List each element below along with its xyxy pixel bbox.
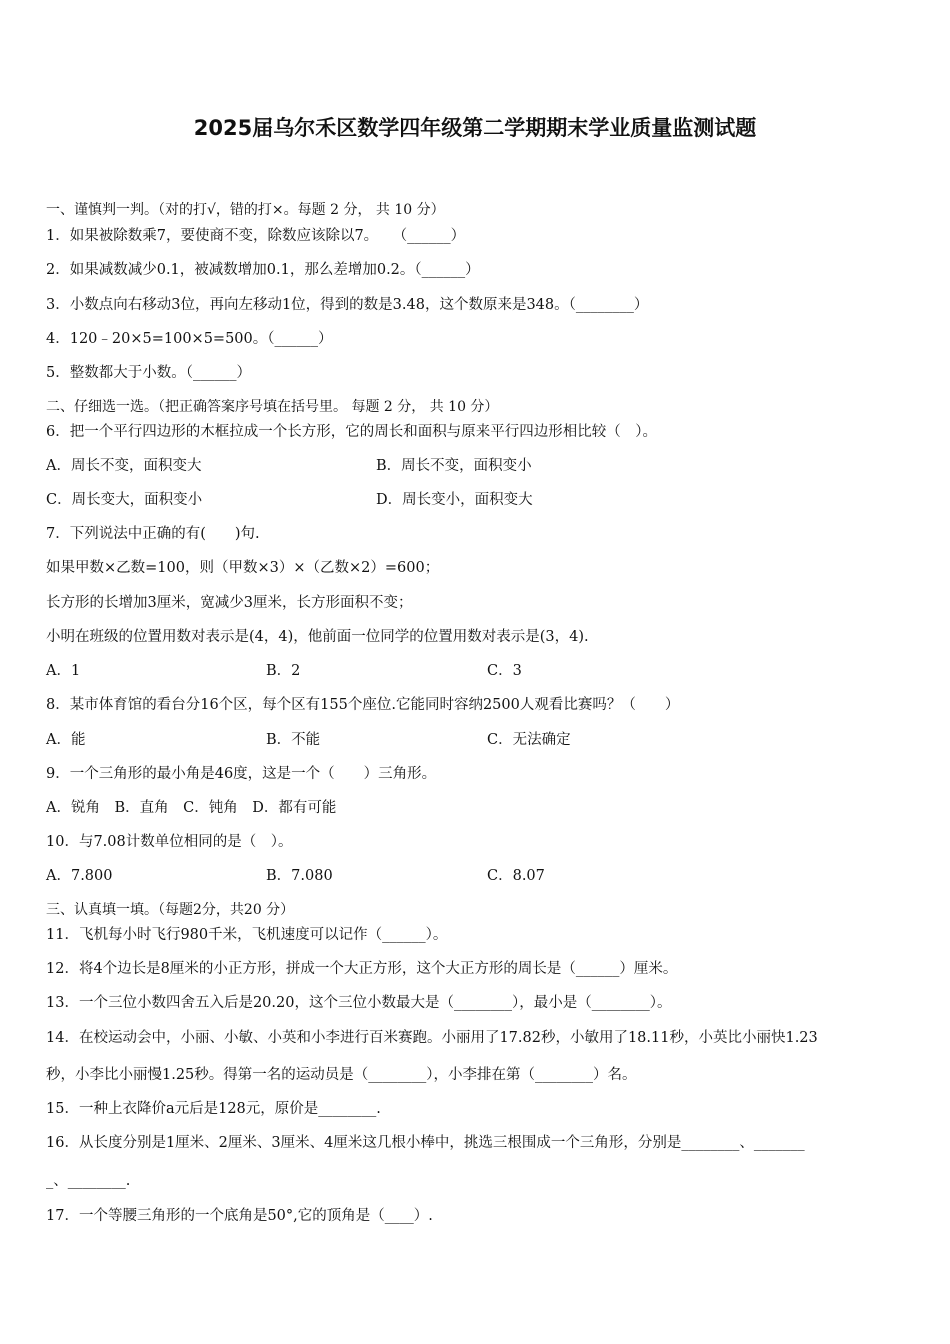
q7-statement-3: 小明在班级的位置用数对表示是(4，4)，他前面一位同学的位置用数对表示是(3，4). (46, 629, 589, 645)
q8-option-c: C．无法确定 (487, 732, 571, 748)
question-1: 1．如果被除数乘7，要使商不变，除数应该除以7。 （______） (46, 228, 466, 244)
q6-option-b: B．周长不变，面积变小 (376, 458, 532, 474)
question-4: 4．120﹣20×5=100×5=500。（______） (46, 331, 333, 347)
q6-option-d: D．周长变小，面积变大 (376, 492, 533, 508)
page-title: 2025届乌尔禾区数学四年级第二学期期末学业质量监测试题 (193, 116, 757, 140)
question-17: 17．一个等腰三角形的一个底角是50°,它的顶角是（____）. (46, 1208, 433, 1224)
q8-option-a: A．能 (46, 732, 86, 748)
section-heading-choice: 二、仔细选一选。（把正确答案序号填在括号里。 每题 2 分， 共 10 分） (46, 399, 499, 415)
question-11: 11．飞机每小时飞行980千米，飞机速度可以记作（______）。 (46, 927, 448, 943)
q7-statement-2: 长方形的长增加3厘米，宽减少3厘米，长方形面积不变； (46, 595, 413, 611)
q6-option-a: A．周长不变，面积变大 (46, 458, 202, 474)
question-6: 6．把一个平行四边形的木框拉成一个长方形，它的周长和面积与原来平行四边形相比较（ ）。 (46, 424, 657, 440)
question-13: 13．一个三位小数四舍五入后是20.20，这个三位小数最大是（________），最小是（________）。 (46, 995, 672, 1011)
q7-option-a: A．1 (46, 663, 81, 679)
q6-option-c: C．周长变大，面积变小 (46, 492, 203, 508)
question-14-line-2: 秒，小李比小丽慢1.25秒。得第一名的运动员是（________），小李排在第（________）名。 (46, 1067, 637, 1083)
q10-option-b: B．7.080 (266, 868, 333, 884)
question-14-line-1: 14．在校运动会中，小丽、小敏、小英和小李进行百米赛跑。小丽用了17.82秒，小敏用了18.11秒，小英比小丽快1.23 (46, 1030, 818, 1046)
question-16-line-2: _、________. (46, 1173, 131, 1189)
question-15: 15．一种上衣降价a元后是128元，原价是________. (46, 1101, 381, 1117)
q9-options: A．锐角 B．直角 C．钝角 D．都有可能 (46, 800, 337, 816)
q7-option-c: C．3 (487, 663, 522, 679)
q7-statement-1: 如果甲数×乙数=100，则（甲数×3）×（乙数×2）=600； (46, 560, 440, 576)
question-3: 3．小数点向右移动3位，再向左移动1位，得到的数是3.48，这个数原来是348。（________） (46, 297, 649, 313)
q7-option-b: B．2 (266, 663, 301, 679)
section-heading-fill: 三、认真填一填。（每题2分，共20 分） (46, 902, 295, 918)
question-5: 5．整数都大于小数。（______） (46, 365, 251, 381)
question-7: 7．下列说法中正确的有( )句. (46, 526, 260, 542)
q10-option-c: C．8.07 (487, 868, 545, 884)
q10-option-a: A．7.800 (46, 868, 113, 884)
question-12: 12．将4个边长是8厘米的小正方形，拼成一个大正方形，这个大正方形的周长是（______）厘米。 (46, 961, 678, 977)
q8-option-b: B．不能 (266, 732, 321, 748)
question-8: 8．某市体育馆的看台分16个区，每个区有155个座位.它能同时容纳2500人观看比赛吗？（ ） (46, 697, 680, 713)
question-10: 10．与7.08计数单位相同的是（ ）。 (46, 834, 293, 850)
question-16-line-1: 16．从长度分别是1厘米、2厘米、3厘米、4厘米这几根小棒中，挑选三根围成一个三角形，分别是________、_______ (46, 1135, 805, 1151)
question-9: 9．一个三角形的最小角是46度，这是一个（ ）三角形。 (46, 766, 437, 782)
section-heading-judge: 一、谨慎判一判。（对的打√，错的打×。每题 2 分， 共 10 分） (46, 202, 445, 218)
question-2: 2．如果减数减少0.1，被减数增加0.1，那么差增加0.2。（______） (46, 262, 480, 278)
